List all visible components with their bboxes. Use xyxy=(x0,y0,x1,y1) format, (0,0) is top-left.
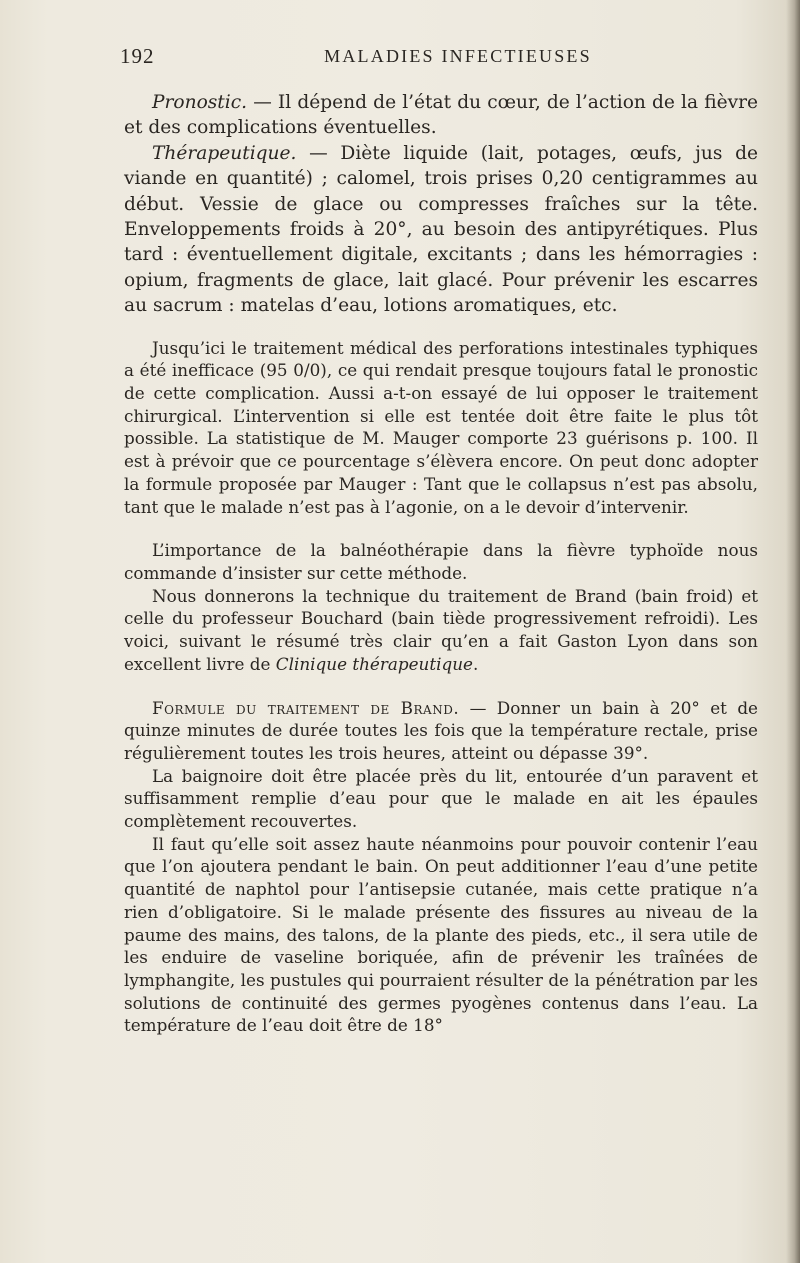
pronostic-label: Pronostic. xyxy=(152,92,248,113)
paragraph-baignoire: La baignoire doit être placée près du lit, entourée d’un paravent et suffisamment remplie d’eau pour que le malade en ait les épaules complètement recouvertes. xyxy=(124,765,758,832)
section-formule-brand xyxy=(124,697,758,1038)
section-gap xyxy=(124,676,758,697)
running-head: MALADIES INFECTIEUSES xyxy=(324,46,592,66)
page-number: 192 xyxy=(120,44,155,68)
technique-text: Nous donnerons la technique du traitement de Brand (bain froid) et celle du professeur Bouchard (bain tiède progressivement refroidi). Les voici, suivant le résumé très clair qu’en a fait Gaston Lyon dans son excellent livre de xyxy=(124,585,758,674)
section-perforations xyxy=(124,337,758,519)
page-header xyxy=(118,44,758,74)
section-gap xyxy=(124,319,758,337)
paragraph-formule xyxy=(124,697,758,765)
paragraph-pronostic xyxy=(124,90,758,141)
pronostic-text: — Il dépend de l’état du cœur, de l’action de la fièvre et des complications éventuelles. xyxy=(124,92,758,139)
paragraph-technique xyxy=(124,585,758,676)
formule-text: — Donner un bain à 20° et de quinze minutes de durée toutes les fois que la température rectale, prise régulièrement toutes les trois heures, atteint ou dépasse 39°. xyxy=(124,697,758,763)
technique-end: . xyxy=(472,653,479,674)
paragraph-perforations: Jusqu’ici le traitement médical des perforations intestinales typhiques a été inefficace (95 0/0), ce qui rendait presque toujours fatal le pronostic de cette complication. Aussi a-t-on essayé de lui opposer le traitement chirurgical. L’intervention si elle est tentée doit être faite le plus tôt possible. La statistique de M. Mauger comporte 23 guérisons p. 100. Il est à prévoir que ce pourcentage s’élèvera encore. On peut donc adopter la formule proposée par Mauger : Tant que le collapsus n’est pas absolu, tant que le malade n’est pas à l’agonie, on a le devoir d’intervenir. xyxy=(124,337,758,517)
therapeutique-label: Thérapeutique. xyxy=(152,142,297,164)
page-body xyxy=(124,90,758,1037)
therapeutique-text: — Diète liquide (lait, potages, œufs, jus de viande en quantité) ; calomel, trois prises 0,20 centigrammes au début. Vessie de glace ou compresses fraîches sur la tête. Enveloppements froids à 20°, au besoin des antipyrétiques. Plus tard : éventuellement digitale, excitants ; dans les hémorragies : opium, fragments de glace, lait glacé. Pour prévenir les escarres au sacrum : matelas d’eau, lotions aromatiques, etc. xyxy=(124,142,758,317)
section-pronostic-therapeutique xyxy=(124,90,758,319)
formule-heading: Formule du traitement de Brand. xyxy=(152,697,460,718)
page-edge-shadow xyxy=(786,0,800,1263)
book-title: Clinique thérapeutique xyxy=(275,653,473,674)
section-balneotherapie xyxy=(124,539,758,675)
section-gap xyxy=(124,518,758,539)
paragraph-hauteur: Il faut qu’elle soit assez haute néanmoins pour pouvoir contenir l’eau que l’on ajoutera pendant le bain. On peut additionner l’eau d’une petite quantité de naphtol pour l’antisepsie cutanée, mais cette pratique n’a rien d’obligatoire. Si le malade présente des fissures au niveau de la paume des mains, des talons, de la plante des pieds, etc., il sera utile de les enduire de vaseline boriquée, afin de prévenir les traînées de lymphangite, les pustules qui pourraient résulter de la pénétration par les solutions de continuité des germes pyogènes contenus dans l’eau. La température de l’eau doit être de 18° xyxy=(124,833,758,1036)
paragraph-therapeutique xyxy=(124,141,758,319)
paragraph-balneotherapie: L’importance de la balnéothérapie dans la fièvre typhoïde nous commande d’insister sur cette méthode. xyxy=(124,540,758,583)
